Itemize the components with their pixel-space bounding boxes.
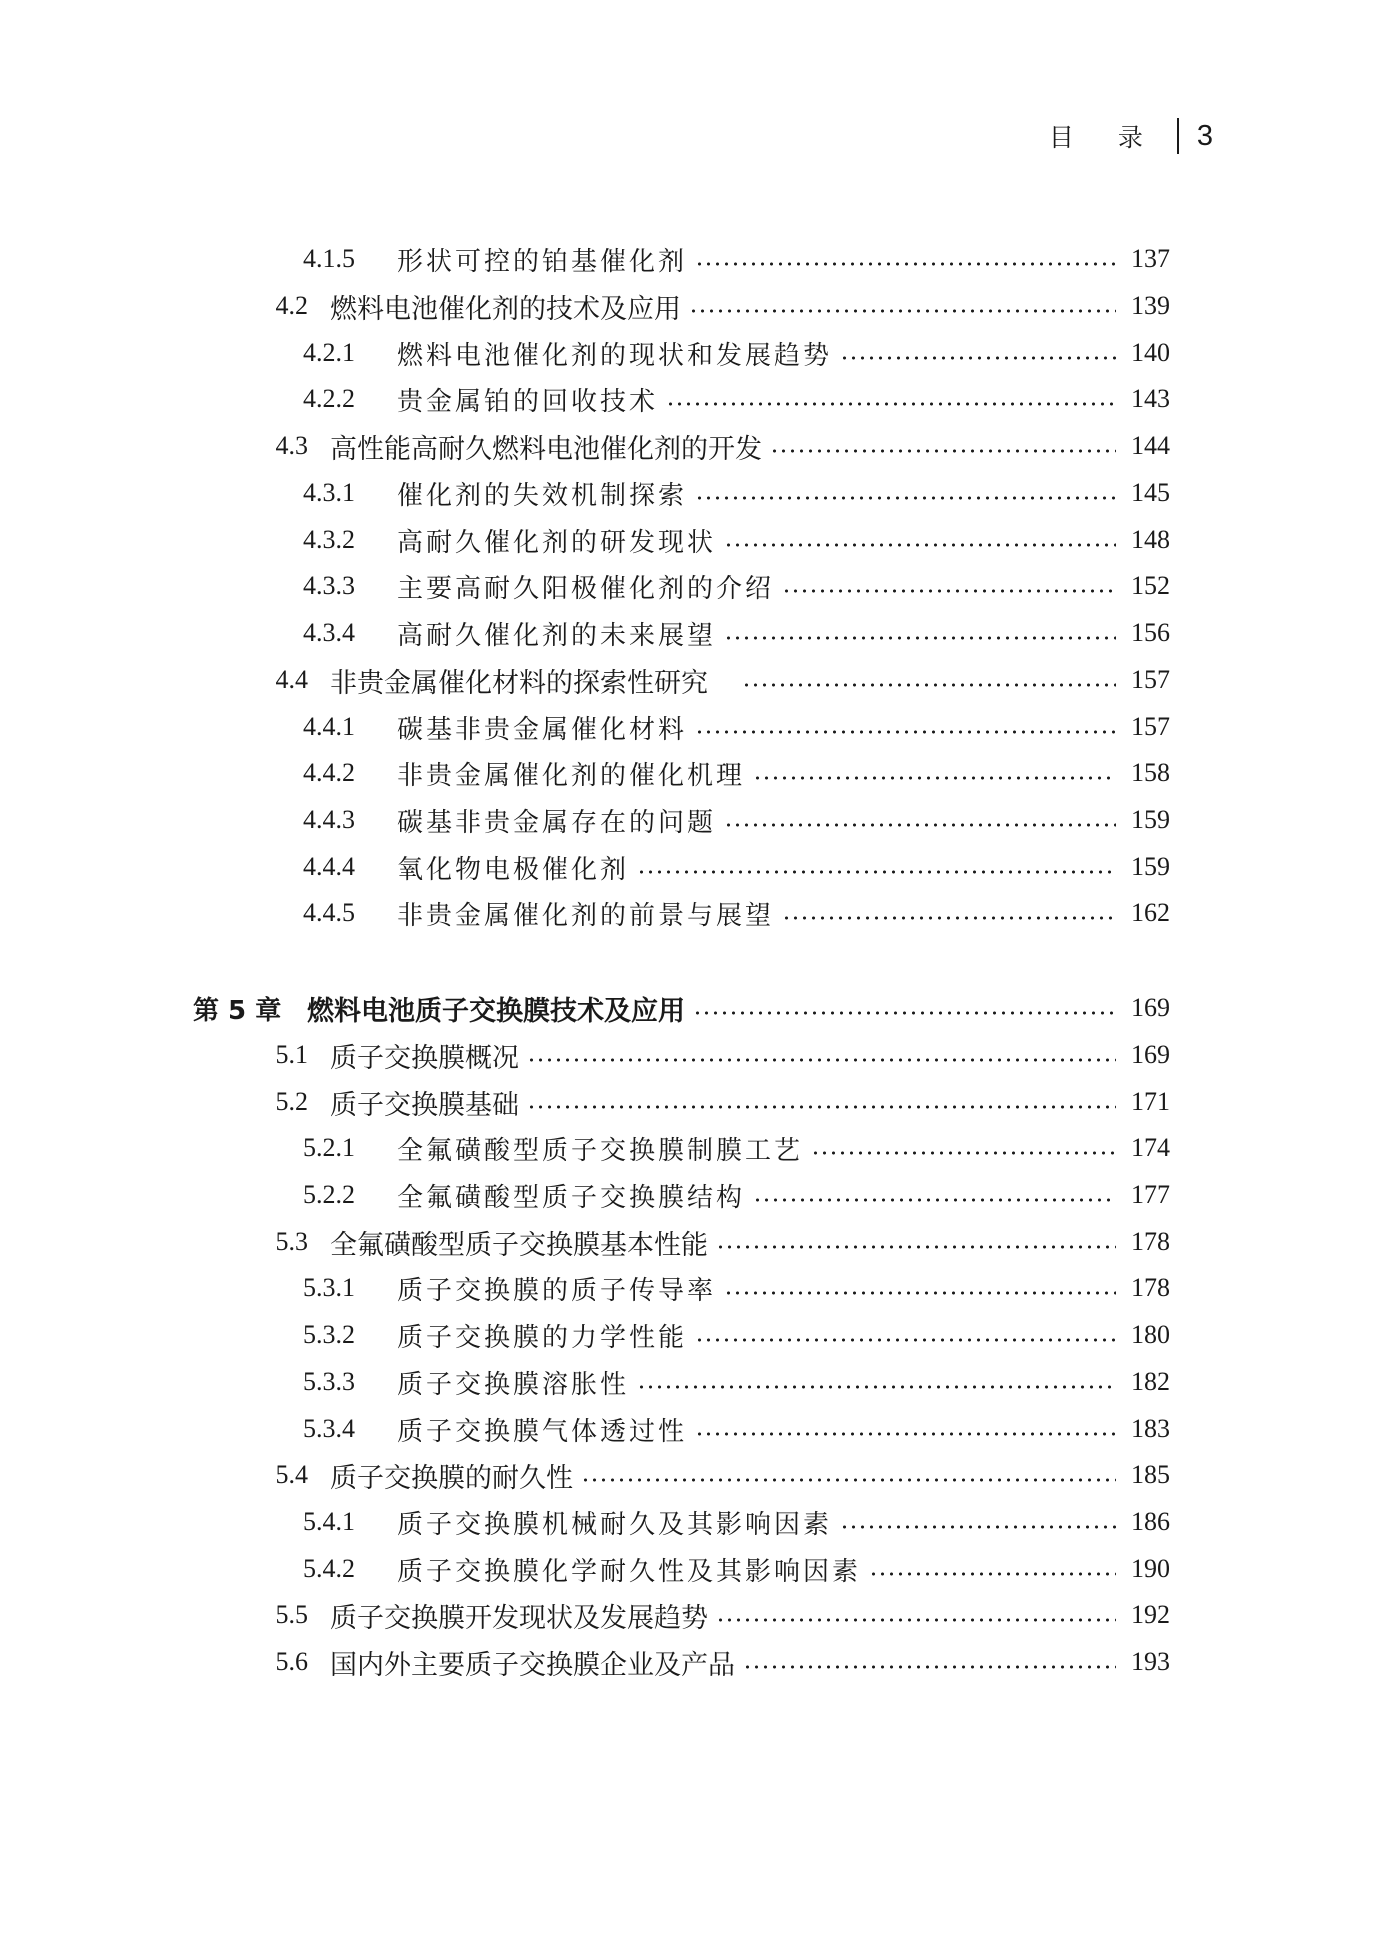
leader-dots [743,1665,1116,1669]
entry-title: 主要高耐久阳极催化剂的介绍 [397,573,775,604]
entry-page: 180 [1131,1320,1170,1349]
entry-number: 4.3.3 [303,571,355,600]
chapter-number: 第 5 章 [193,995,282,1026]
entry-number: 4.1.5 [303,244,355,273]
entry-page: 157 [1131,712,1170,741]
toc-entry[interactable] [238,1082,1170,1122]
entry-number: 4.4.4 [303,852,355,881]
entry-title: 质子交换膜的力学性能 [397,1322,688,1353]
entry-page: 137 [1131,244,1170,273]
entry-page: 144 [1131,431,1170,460]
leader-dots [840,1525,1116,1529]
entry-page: 182 [1131,1367,1170,1396]
entry-number: 5.2.2 [303,1180,355,1209]
toc-entry[interactable] [303,1175,1170,1215]
toc-entry[interactable] [303,1128,1170,1168]
entry-page: 159 [1131,852,1170,881]
toc-entry[interactable] [303,800,1170,840]
running-header [1049,116,1213,156]
entry-title: 质子交换膜溶胀性 [397,1369,630,1400]
entry-title: 全氟磺酸型质子交换膜结构 [397,1182,746,1213]
entry-number: 5.3.4 [303,1414,355,1443]
entry-page: 192 [1131,1600,1170,1629]
entry-number: 4.4.1 [303,712,355,741]
entry-page: 148 [1131,525,1170,554]
entry-page: 186 [1131,1507,1170,1536]
toc-entry[interactable] [238,1642,1170,1682]
entry-title: 燃料电池催化剂的现状和发展趋势 [397,340,833,371]
entry-page: 152 [1131,571,1170,600]
chapter-title: 燃料电池质子交换膜技术及应用 [307,995,685,1027]
leader-dots [581,1478,1116,1482]
leader-dots [716,1618,1116,1622]
toc-entry[interactable] [303,1409,1170,1449]
entry-page: 174 [1131,1133,1170,1162]
entry-title: 质子交换膜开发现状及发展趋势 [330,1602,708,1634]
leader-dots [695,496,1116,500]
toc-entry[interactable] [303,473,1170,513]
toc-entry[interactable] [303,1502,1170,1542]
leader-dots [637,870,1116,874]
entry-number: 5.4.2 [303,1554,355,1583]
entry-title: 质子交换膜气体透过性 [397,1416,688,1447]
leader-dots [770,449,1116,453]
entry-number: 5.6 [275,1647,308,1676]
toc-entry[interactable] [238,1222,1170,1262]
entry-number: 5.2 [275,1087,308,1116]
entry-number: 4.3.1 [303,478,355,507]
leader-dots [716,1245,1116,1249]
toc-entry[interactable] [238,286,1170,326]
leader-dots [695,730,1116,734]
leader-dots [666,402,1116,406]
leader-dots [689,309,1116,313]
entry-title: 燃料电池催化剂的技术及应用 [330,293,681,325]
leader-dots [527,1058,1116,1062]
entry-title: 碳基非贵金属存在的问题 [397,807,717,838]
entry-number: 4.4 [275,665,308,694]
toc-entry[interactable] [303,1315,1170,1355]
entry-title: 全氟磺酸型质子交换膜基本性能 [330,1229,708,1261]
leader-dots [724,543,1116,547]
entry-title: 国内外主要质子交换膜企业及产品 [330,1649,735,1681]
toc-entry[interactable] [303,239,1170,279]
leader-dots [695,262,1116,266]
entry-number: 5.4 [275,1460,308,1489]
toc-entry[interactable] [303,333,1170,373]
leader-dots [527,1105,1116,1109]
toc-entry[interactable] [238,426,1170,466]
entry-title: 非贵金属催化剂的前景与展望 [397,900,775,931]
entry-number: 5.3 [275,1227,308,1256]
entry-page: 171 [1131,1087,1170,1116]
toc-entry[interactable] [303,379,1170,419]
toc-entry[interactable] [238,660,1170,700]
entry-title: 全氟磺酸型质子交换膜制膜工艺 [397,1135,804,1166]
entry-number: 5.5 [275,1600,308,1629]
entry-number: 4.2.1 [303,338,355,367]
entry-title: 非贵金属催化剂的催化机理 [397,760,746,791]
leader-dots [753,1198,1116,1202]
entry-title: 碳基非贵金属催化材料 [397,714,688,745]
toc-entry[interactable] [303,893,1170,933]
entry-title: 质子交换膜机械耐久及其影响因素 [397,1509,833,1540]
entry-number: 4.4.5 [303,898,355,927]
toc-entry[interactable] [303,1268,1170,1308]
entry-page: 190 [1131,1554,1170,1583]
entry-page: 156 [1131,618,1170,647]
entry-page: 178 [1131,1227,1170,1256]
leader-dots [693,1011,1116,1015]
entry-page: 177 [1131,1180,1170,1209]
entry-title: 质子交换膜基础 [330,1089,519,1121]
leader-dots [724,823,1116,827]
toc-entry[interactable] [303,613,1170,653]
entry-number: 5.3.3 [303,1367,355,1396]
leader-dots [637,1385,1116,1389]
entry-page: 183 [1131,1414,1170,1443]
toc-chapter-entry[interactable] [193,988,1170,1028]
entry-page: 193 [1131,1647,1170,1676]
leader-dots [753,776,1116,780]
entry-number: 5.3.2 [303,1320,355,1349]
header-divider [1177,118,1179,154]
entry-title: 形状可控的铂基催化剂 [397,246,688,277]
leader-dots [724,1291,1116,1295]
entry-number: 5.4.1 [303,1507,355,1536]
entry-number: 4.3.2 [303,525,355,554]
entry-title: 高耐久催化剂的未来展望 [397,620,717,651]
entry-page: 145 [1131,478,1170,507]
entry-title: 贵金属铂的回收技术 [397,386,659,417]
toc-entry[interactable] [238,1035,1170,1075]
entry-page: 169 [1131,993,1170,1022]
entry-title: 质子交换膜的耐久性 [330,1462,573,1494]
header-title: 目 录 [1048,123,1161,152]
toc-entry[interactable] [303,1549,1170,1589]
entry-number: 4.4.2 [303,758,355,787]
leader-dots [742,683,1116,687]
entry-title: 催化剂的失效机制探索 [397,480,688,511]
entry-title: 氧化物电极催化剂 [397,854,630,885]
entry-page: 139 [1131,291,1170,320]
leader-dots [782,916,1116,920]
leader-dots [695,1432,1116,1436]
entry-title: 高性能高耐久燃料电池催化剂的开发 [330,433,762,465]
leader-dots [869,1572,1116,1576]
toc-entry[interactable] [303,1362,1170,1402]
entry-number: 4.4.3 [303,805,355,834]
toc-entry[interactable] [303,753,1170,793]
entry-title: 质子交换膜化学耐久性及其影响因素 [397,1556,862,1587]
entry-page: 158 [1131,758,1170,787]
entry-page: 185 [1131,1460,1170,1489]
entry-number: 4.3.4 [303,618,355,647]
leader-dots [840,356,1116,360]
entry-page: 178 [1131,1273,1170,1302]
toc-entry[interactable] [303,707,1170,747]
header-page-number: 3 [1196,119,1213,152]
toc-entry[interactable] [303,520,1170,560]
entry-page: 162 [1131,898,1170,927]
toc-entry[interactable] [303,847,1170,887]
entry-page: 140 [1131,338,1170,367]
entry-title: 高耐久催化剂的研发现状 [397,527,717,558]
leader-dots [724,636,1116,640]
entry-number: 5.3.1 [303,1273,355,1302]
entry-page: 157 [1131,665,1170,694]
entry-number: 4.2.2 [303,384,355,413]
leader-dots [811,1151,1116,1155]
entry-page: 143 [1131,384,1170,413]
entry-page: 169 [1131,1040,1170,1069]
entry-page: 159 [1131,805,1170,834]
toc-entry[interactable] [303,566,1170,606]
entry-title: 非贵金属催化材料的探索性研究 [330,667,708,699]
toc-entry[interactable] [238,1455,1170,1495]
toc-entry[interactable] [238,1595,1170,1635]
leader-dots [695,1338,1116,1342]
leader-dots [782,589,1116,593]
entry-number: 5.1 [275,1040,308,1069]
entry-number: 4.2 [275,291,308,320]
entry-title: 质子交换膜概况 [330,1042,519,1074]
entry-title: 质子交换膜的质子传导率 [397,1275,717,1306]
entry-number: 4.3 [275,431,308,460]
entry-number: 5.2.1 [303,1133,355,1162]
